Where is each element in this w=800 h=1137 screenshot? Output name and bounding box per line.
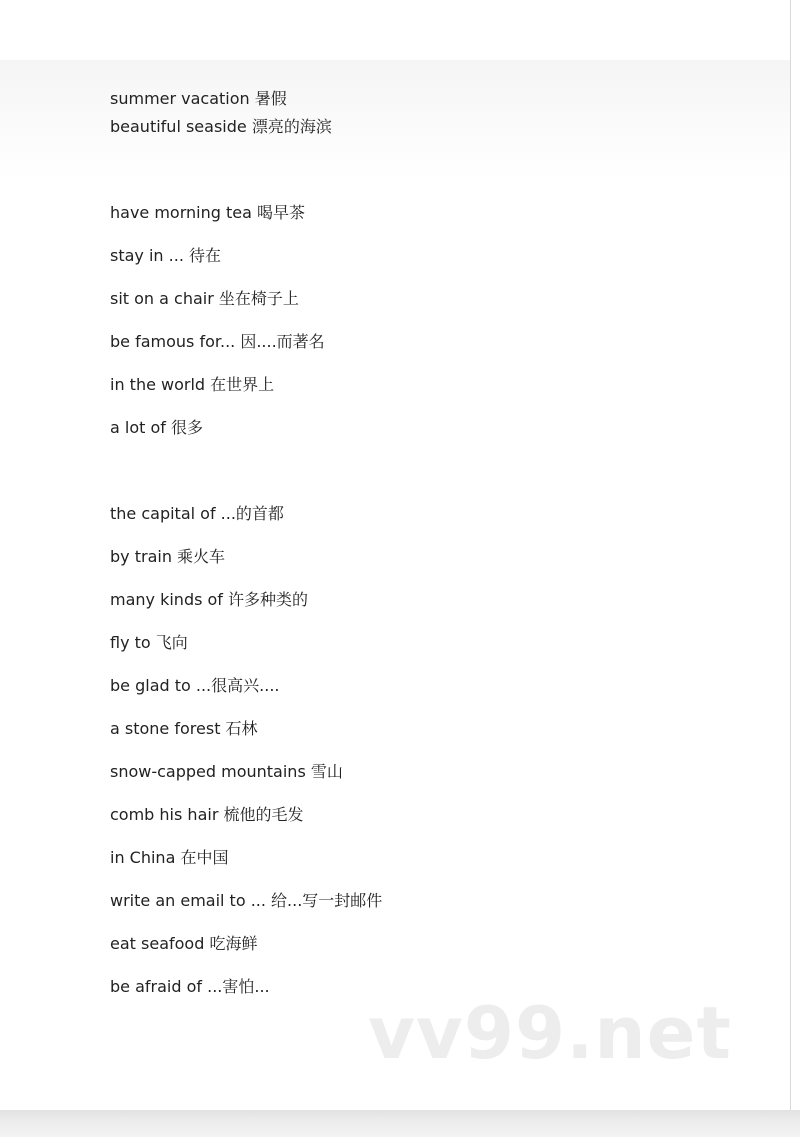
- vocabulary-list: [110, 70, 382, 1001]
- vocab-line: by train 乘火车: [110, 547, 226, 566]
- vocab-line: write an email to ... 给...写一封邮件: [110, 891, 383, 910]
- vocab-line: a lot of 很多: [110, 418, 203, 437]
- vocab-line: sit on a chair 坐在椅子上: [110, 289, 299, 308]
- viewer-bottom-bar: [0, 1110, 800, 1137]
- vocab-line: be glad to ...很高兴....: [110, 676, 280, 695]
- vocab-line: stay in ... 待在: [110, 246, 221, 265]
- vocab-line: in the world 在世界上: [110, 375, 275, 394]
- vocab-line: summer vacation 暑假: [110, 89, 287, 108]
- vocab-line: eat seafood 吃海鲜: [110, 934, 258, 953]
- vocab-line: many kinds of 许多种类的: [110, 590, 309, 609]
- vocab-line: fly to 飞向: [110, 633, 188, 652]
- vocab-line: comb his hair 梳他的毛发: [110, 805, 304, 824]
- vocab-line: beautiful seaside 漂亮的海滨: [110, 117, 332, 136]
- vocab-line: snow-capped mountains 雪山: [110, 762, 343, 781]
- vocab-line: have morning tea 喝早茶: [110, 203, 305, 222]
- watermark: vv99.net: [368, 991, 732, 1075]
- vocab-line: in China 在中国: [110, 848, 229, 867]
- vocab-line: a stone forest 石林: [110, 719, 258, 738]
- vocab-line: be afraid of ...害怕...: [110, 977, 270, 996]
- vocab-line: be famous for... 因....而著名: [110, 332, 325, 351]
- vocab-line: the capital of ...的首都: [110, 504, 284, 523]
